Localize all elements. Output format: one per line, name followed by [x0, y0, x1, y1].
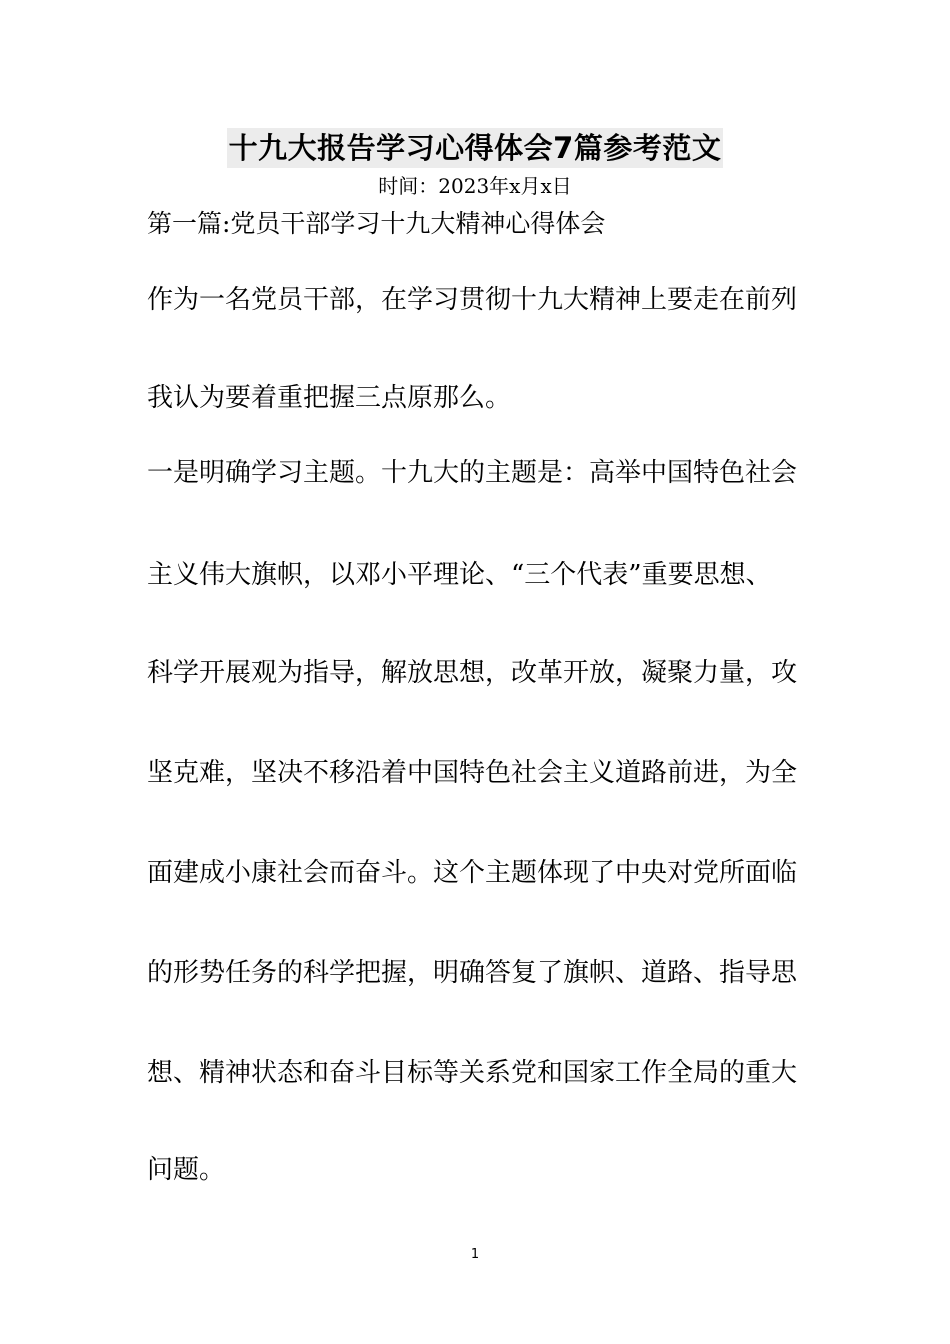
body-line-3: 一是明确学习主题。十九大的主题是：高举中国特色社会: [147, 458, 798, 488]
body-line-9: 想、精神状态和奋斗目标等关系党和国家工作全局的重大: [147, 1058, 798, 1088]
body-line-5: 科学开展观为指导，解放思想，改革开放，凝聚力量，攻: [147, 658, 798, 688]
date-line: 时间：2023年x月x日: [378, 174, 572, 198]
body-line-7: 面建成小康社会而奋斗。这个主题体现了中央对党所面临: [147, 858, 798, 888]
body-line-2: 我认为要着重把握三点原那么。: [147, 383, 512, 413]
title-container: [0, 128, 950, 168]
body-line-6: 坚克难，坚决不移沿着中国特色社会主义道路前进，为全: [147, 758, 798, 788]
body-line-1: 作为一名党员干部，在学习贯彻十九大精神上要走在前列: [147, 285, 798, 315]
page-number: 1: [470, 1247, 480, 1262]
body-line-4: 主义伟大旗帜，以邓小平理论、“三个代表”重要思想、: [147, 560, 772, 590]
section-heading: 第一篇:党员干部学习十九大精神心得体会: [147, 209, 606, 238]
body-line-8: 的形势任务的科学把握，明确答复了旗帜、道路、指导思: [147, 958, 798, 988]
document-title: 十九大报告学习心得体会7篇参考范文: [227, 128, 724, 168]
body-line-10: 问题。: [147, 1155, 226, 1185]
